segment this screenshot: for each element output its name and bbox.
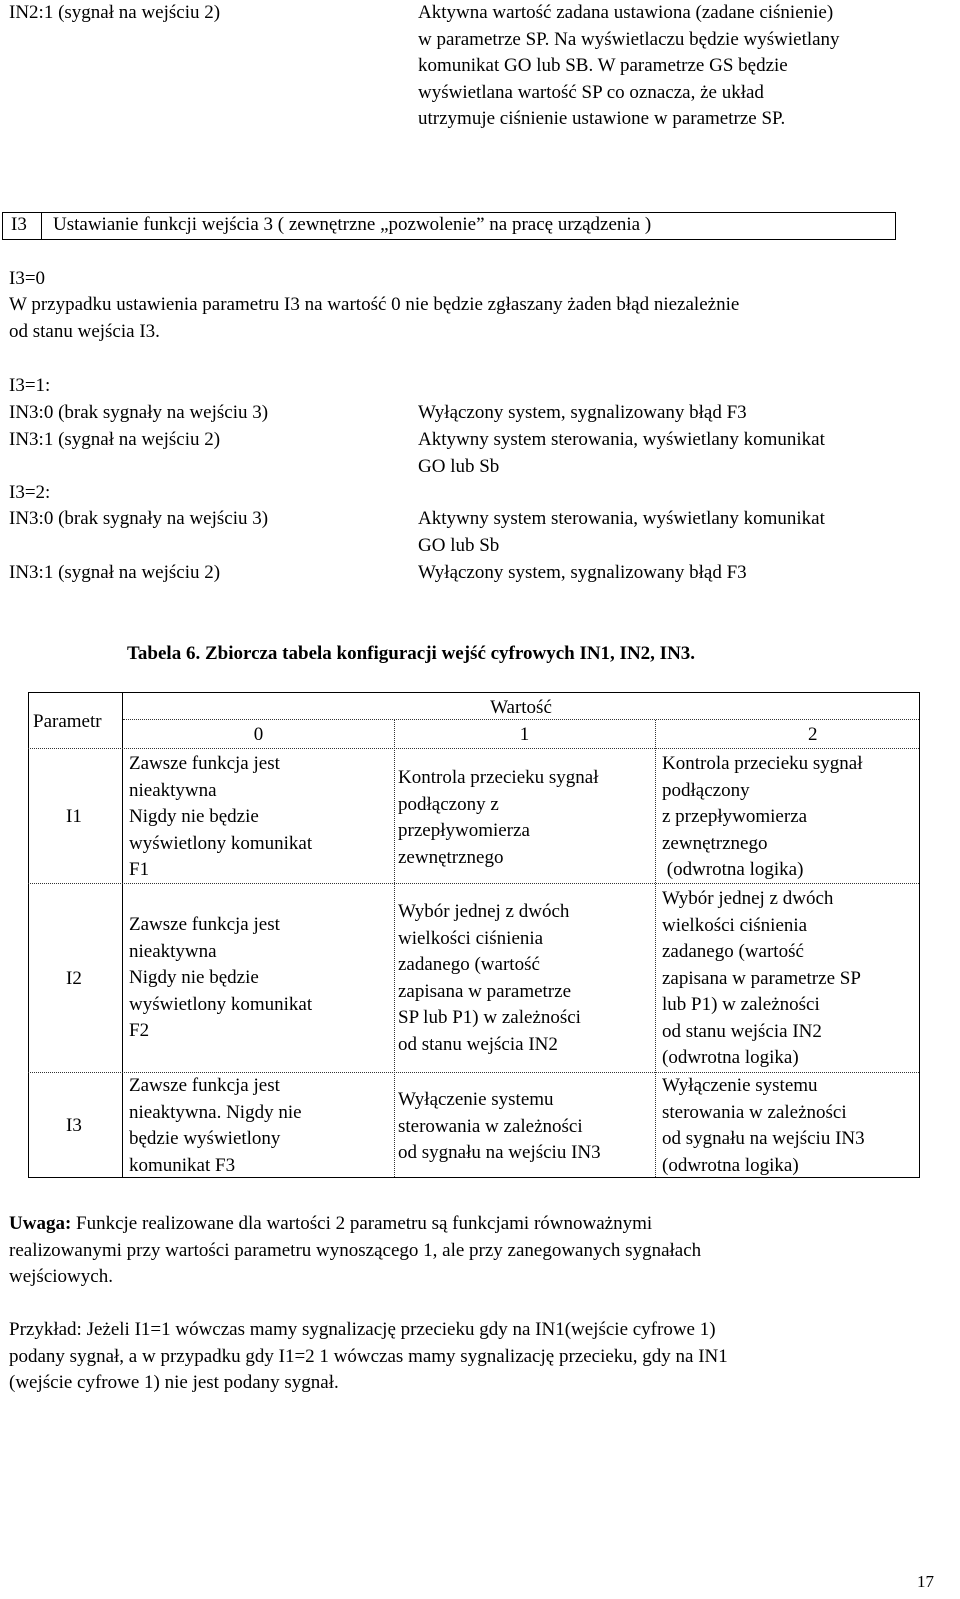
cell-line: komunikat F3 xyxy=(129,1154,236,1176)
cell-line: nieaktywna xyxy=(129,940,217,962)
cell-line: Wybór jednej z dwóch xyxy=(662,888,834,909)
cell-line: Wyłączenie systemu xyxy=(398,1089,554,1110)
i3-1-row-right-line: GO lub Sb xyxy=(418,455,500,477)
cell-line: Zawsze funkcja jest xyxy=(129,1075,280,1096)
section-code: I3 xyxy=(11,214,27,235)
note-line xyxy=(9,1211,939,1238)
example-paragraph xyxy=(9,1317,939,1397)
i3-2-heading: I3=2: xyxy=(9,482,51,503)
table-cell xyxy=(129,1073,302,1179)
i3-1-row-right: Wyłączony system, sygnalizowany błąd F3 xyxy=(418,402,747,423)
cell-line: podłączony z xyxy=(398,793,499,815)
table-border-left xyxy=(28,692,29,1178)
top-right-line: utrzymuje ciśnienie ustawione w parametrze SP. xyxy=(418,108,786,129)
cell-line: (odwrotna logika) xyxy=(662,859,804,880)
cell-line: zadanego (wartość xyxy=(398,954,540,975)
section-box-divider xyxy=(41,213,42,239)
table-col-divider xyxy=(655,720,656,1177)
i3-2-row-right-line: Aktywny system sterowania, wyświetlany komunikat xyxy=(418,508,825,529)
example-line: (wejście cyfrowe 1) nie jest podany sygnał. xyxy=(9,1372,339,1393)
cell-line: Zawsze funkcja jest xyxy=(129,914,280,935)
cell-line: F2 xyxy=(129,1020,150,1041)
top-right-line: w parametrze SP. Na wyświetlaczu będzie wyświetlany xyxy=(418,28,840,50)
i3-1-row-left: IN3:1 (sygnał na wejściu 2) xyxy=(9,429,221,450)
i3-2-row-left: IN3:1 (sygnał na wejściu 2) xyxy=(9,562,221,583)
cell-line: Zawsze funkcja jest xyxy=(129,753,280,774)
cell-line: Wyłączenie systemu xyxy=(662,1075,818,1096)
table-cell xyxy=(662,886,861,1072)
table-cell xyxy=(662,751,862,884)
table-cell xyxy=(662,1073,865,1179)
cell-line: nieaktywna xyxy=(129,779,217,801)
page-number: 17 xyxy=(917,1572,934,1591)
cell-line: zadanego (wartość xyxy=(662,941,804,962)
table-border-right xyxy=(919,692,920,1178)
table-cell xyxy=(398,1087,601,1167)
cell-line: zapisana w parametrze xyxy=(398,980,572,1002)
note-line: wejściowych. xyxy=(9,1266,113,1287)
cell-line: nieaktywna. Nigdy nie xyxy=(129,1101,302,1123)
cell-line: zewnętrznego xyxy=(398,846,504,868)
example-line: podany sygnał, a w przypadku gdy I1=2 1 wówczas mamy sygnalizację przecieku, gdy na IN1 xyxy=(9,1345,728,1367)
i3-0-line: od stanu wejścia I3. xyxy=(9,320,160,342)
cell-line: Nigdy nie będzie xyxy=(129,967,259,988)
cell-line: (odwrotna logika) xyxy=(662,1154,799,1176)
cell-line: SP lub P1) w zależności xyxy=(398,1007,581,1028)
i3-0-heading: I3=0 xyxy=(9,268,46,289)
cell-line: Kontrola przecieku sygnał xyxy=(398,767,599,788)
i3-2-row-right: Wyłączony system, sygnalizowany błąd F3 xyxy=(418,562,747,583)
cell-line: wyświetlony komunikat xyxy=(129,832,313,854)
table-col-divider xyxy=(394,720,395,1177)
note-label: Uwaga: xyxy=(9,1213,72,1234)
cell-line: lub P1) w zależności xyxy=(662,994,820,1015)
section-heading-box xyxy=(2,212,896,240)
param-cell: I2 xyxy=(66,968,82,989)
table-param-divider xyxy=(122,692,123,1178)
cell-line: będzie wyświetlony xyxy=(129,1128,281,1149)
top-right-line: wyświetlana wartość SP co oznacza, że układ xyxy=(418,81,764,103)
cell-line: Kontrola przecieku sygnał xyxy=(662,753,863,774)
col-header-0: 0 xyxy=(253,724,264,745)
param-cell: I3 xyxy=(66,1115,82,1136)
i3-2-row-right xyxy=(418,506,938,559)
cell-line: od stanu wejścia IN2 xyxy=(398,1033,558,1055)
i3-1-row-left: IN3:0 (brak sygnały na wejściu 3) xyxy=(9,402,269,423)
i3-1-row-right xyxy=(418,427,938,480)
top-right-line: komunikat GO lub SB. W parametrze GS będzie xyxy=(418,55,788,76)
top-left-label: IN2:1 (sygnał na wejściu 2) xyxy=(9,2,221,23)
cell-line: Nigdy nie będzie xyxy=(129,806,259,827)
cell-line: od stanu wejścia IN2 xyxy=(662,1020,822,1042)
cell-line: zewnętrznego xyxy=(662,832,768,854)
table-cell xyxy=(129,751,312,884)
i3-0-line: W przypadku ustawienia parametru I3 na wartość 0 nie będzie zgłaszany żaden błąd niezależnie xyxy=(9,294,740,315)
cell-line: od sygnału na wejściu IN3 xyxy=(398,1142,601,1163)
i3-2-row-left: IN3:0 (brak sygnały na wejściu 3) xyxy=(9,508,269,529)
cell-line: Wybór jednej z dwóch xyxy=(398,901,570,922)
note-paragraph xyxy=(9,1211,939,1291)
cell-line: sterowania w zależności xyxy=(662,1101,847,1123)
table-border-top xyxy=(28,692,920,693)
param-cell: I1 xyxy=(66,806,82,827)
note-text: Funkcje realizowane dla wartości 2 parametru są funkcjami równoważnymi xyxy=(71,1213,653,1234)
cell-line: przepływomierza xyxy=(398,820,530,841)
table-cell xyxy=(129,912,312,1045)
value-header: Wartość xyxy=(490,697,552,718)
table-caption: Tabela 6. Zbiorcza tabela konfiguracji wejść cyfrowych IN1, IN2, IN3. xyxy=(127,643,696,664)
note-line: realizowanymi przy wartości parametru wynoszącego 1, ale przy zanegowanych sygnałach xyxy=(9,1239,702,1261)
cell-line: z przepływomierza xyxy=(662,806,808,827)
section-title: Ustawianie funkcji wejścia 3 ( zewnętrzne „pozwolenie” na pracę urządzenia ) xyxy=(53,214,652,235)
cell-line: F1 xyxy=(129,859,150,880)
cell-line: podłączony xyxy=(662,779,750,801)
config-table xyxy=(28,692,920,1178)
i3-2-row-right-line: GO lub Sb xyxy=(418,534,500,556)
cell-line: wielkości ciśnienia xyxy=(398,927,544,949)
cell-line: zapisana w parametrze SP xyxy=(662,967,861,989)
i3-1-heading: I3=1: xyxy=(9,375,51,396)
table-cell xyxy=(398,899,581,1058)
top-right-line: Aktywna wartość zadana ustawiona (zadane ciśnienie) xyxy=(418,2,834,23)
table-cell xyxy=(398,765,598,871)
example-line: Przykład: Jeżeli I1=1 wówczas mamy sygnalizację przecieku gdy na IN1(wejście cyfrowe 1) xyxy=(9,1319,716,1340)
cell-line: od sygnału na wejściu IN3 xyxy=(662,1128,865,1149)
param-header: Parametr xyxy=(33,711,102,732)
i3-0-text xyxy=(9,292,939,345)
col-header-1: 1 xyxy=(519,724,530,745)
cell-line: wyświetlony komunikat xyxy=(129,993,313,1015)
cell-line: wielkości ciśnienia xyxy=(662,914,808,936)
col-header-2: 2 xyxy=(808,724,818,745)
cell-line: (odwrotna logika) xyxy=(662,1047,799,1068)
top-right-text xyxy=(418,0,938,133)
cell-line: sterowania w zależności xyxy=(398,1115,583,1137)
i3-1-row-right-line: Aktywny system sterowania, wyświetlany komunikat xyxy=(418,429,825,450)
